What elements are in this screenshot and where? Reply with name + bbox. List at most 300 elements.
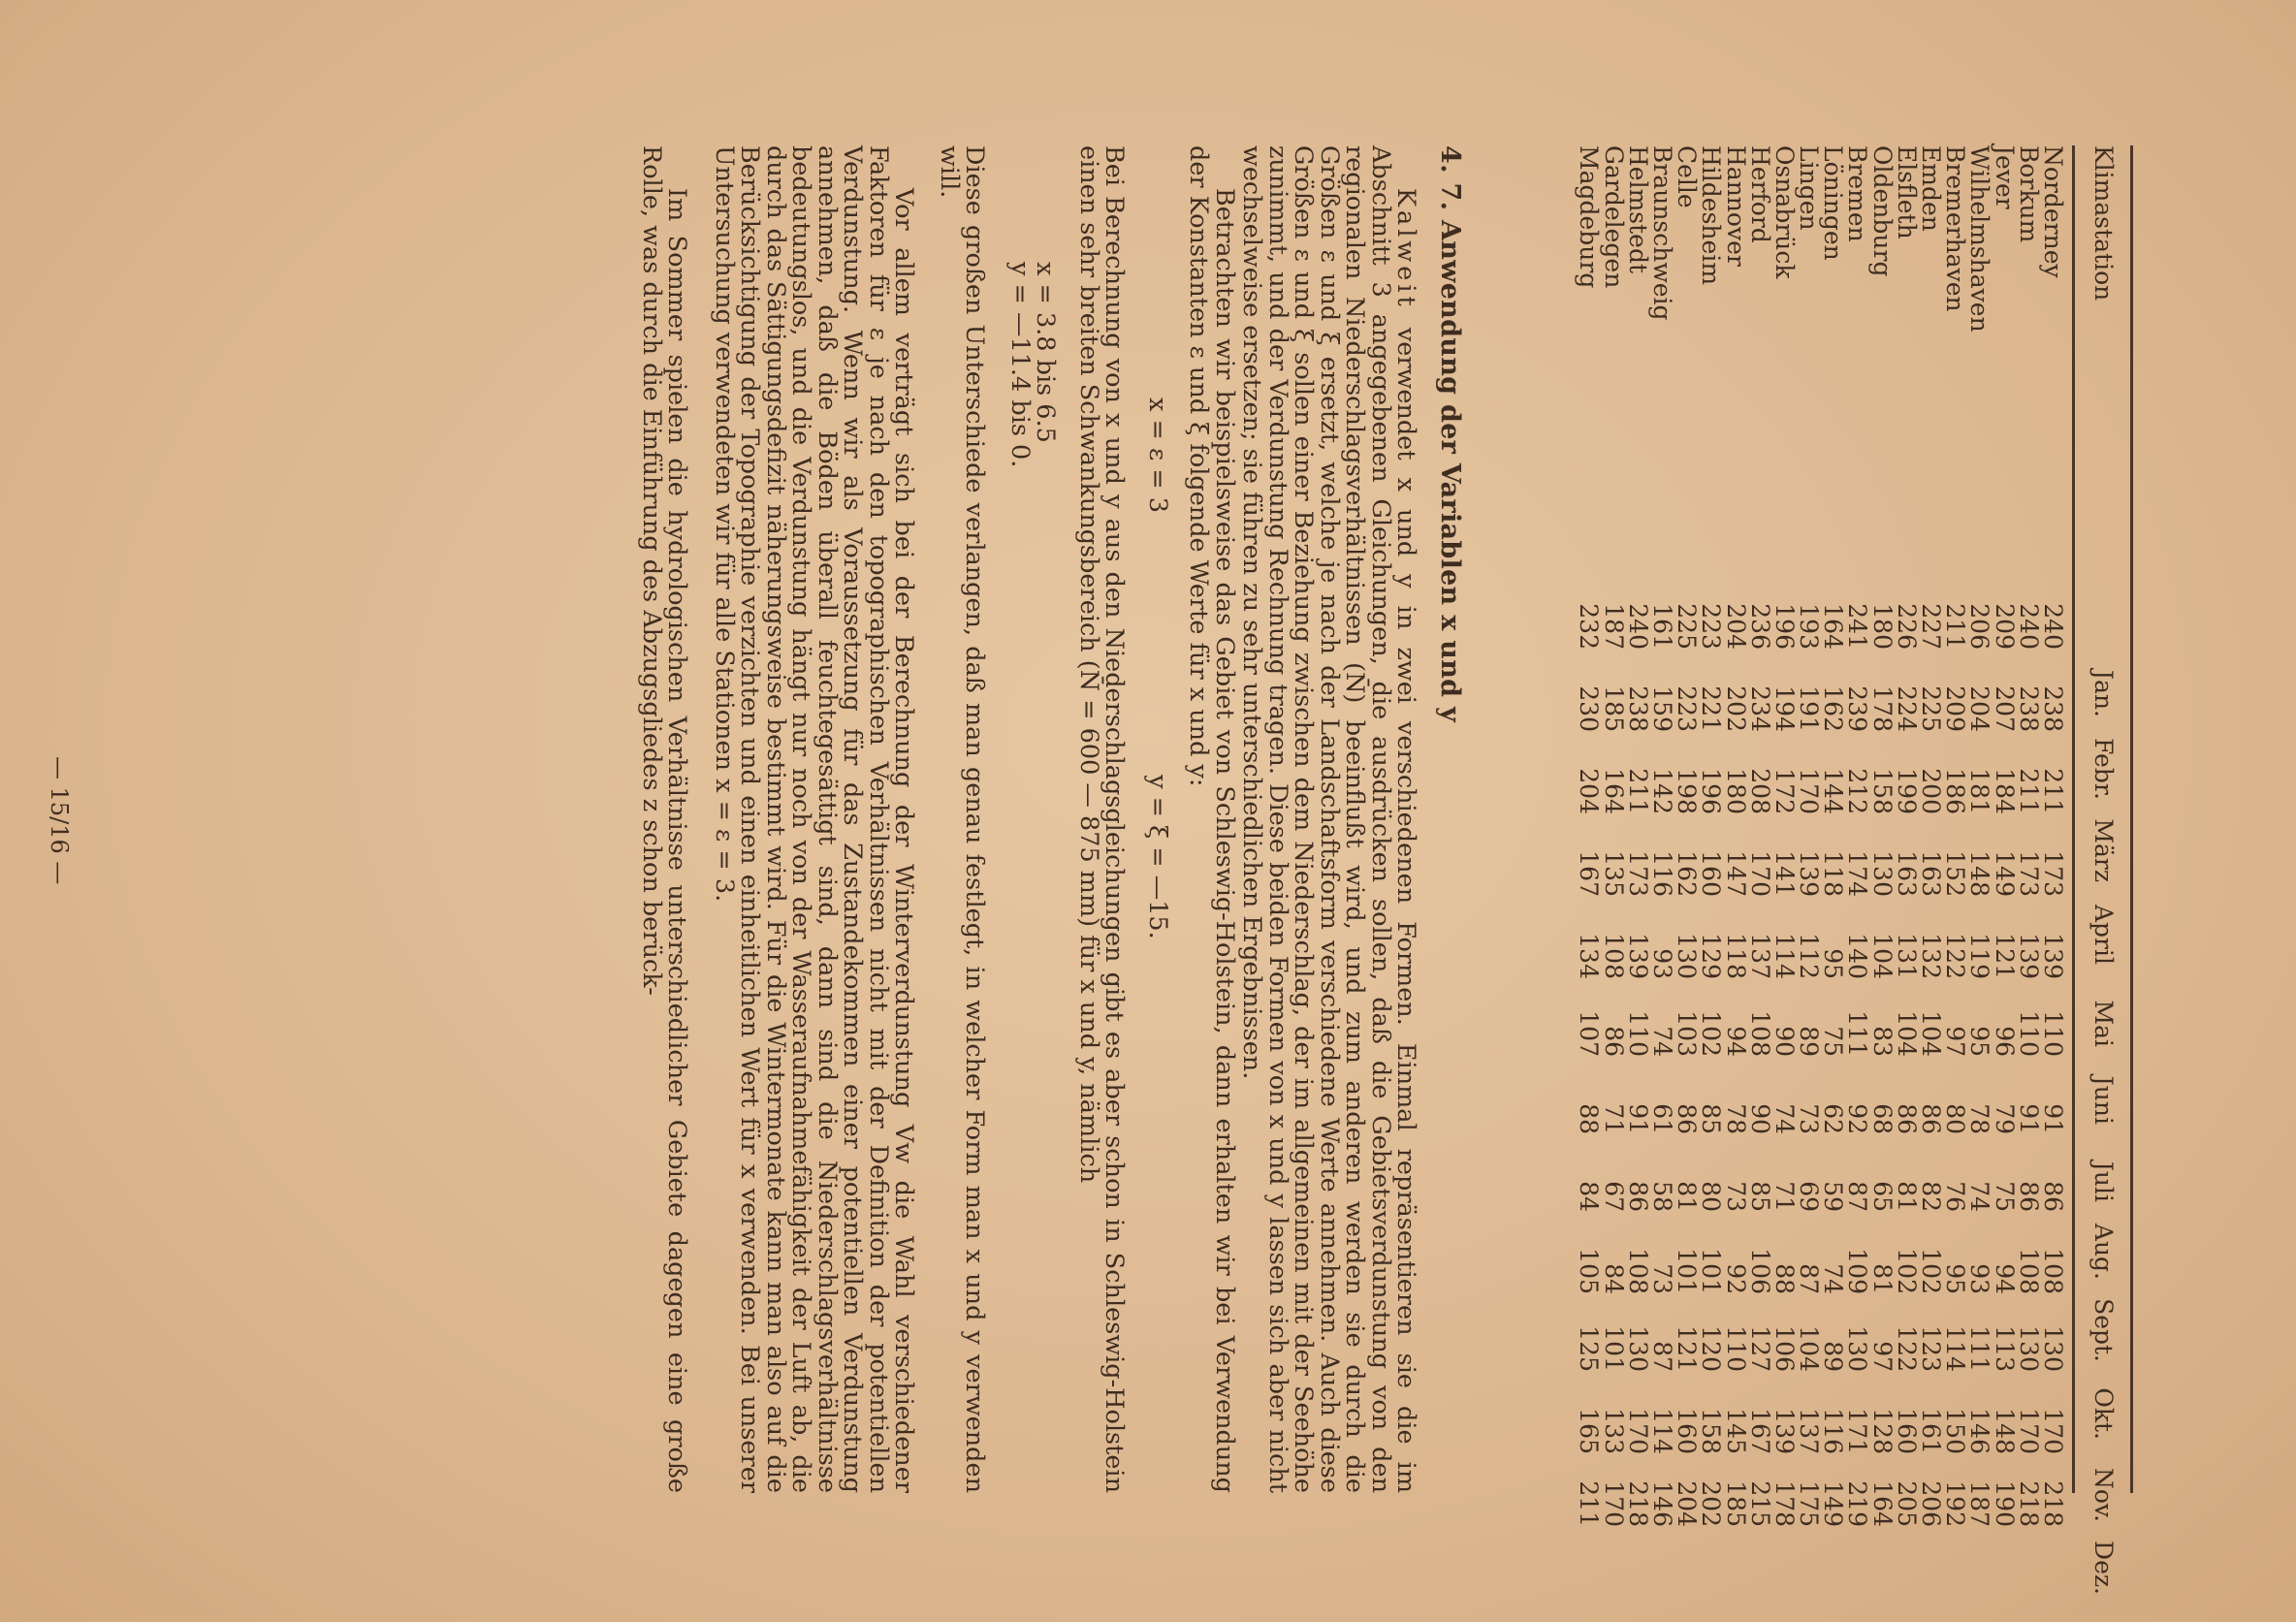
table-cell: 103 bbox=[1673, 1010, 1702, 1057]
table-cell: 171 bbox=[1843, 1408, 1872, 1454]
table-cell: 118 bbox=[1721, 933, 1750, 979]
table-cell: 78 bbox=[1721, 1103, 1750, 1134]
station-name: Wilhelmshaven bbox=[1965, 145, 1994, 333]
table-cell: 160 bbox=[1892, 1408, 1921, 1454]
table-cell: 90 bbox=[1770, 1026, 1799, 1057]
table-cell: 184 bbox=[1990, 768, 2019, 814]
table-cell: 224 bbox=[1892, 685, 1921, 732]
table-row bbox=[1795, 145, 1824, 1527]
table-cell: 132 bbox=[1917, 933, 1946, 979]
formula-2a: x = 3.8 bis 6.5 bbox=[1031, 262, 1061, 443]
table-cell: 74 bbox=[1965, 1181, 1994, 1212]
table-cell: 146 bbox=[1648, 1480, 1676, 1527]
table-cell: 202 bbox=[1721, 685, 1750, 732]
table-cell: 86 bbox=[1892, 1103, 1921, 1134]
table-cell: 204 bbox=[1673, 1480, 1702, 1527]
table-cell: 149 bbox=[1819, 1480, 1848, 1527]
table-cell: 139 bbox=[1795, 850, 1824, 897]
table-cell: 86 bbox=[1917, 1103, 1946, 1134]
table-cell: 193 bbox=[1795, 603, 1824, 650]
table-cell: 208 bbox=[1745, 768, 1774, 814]
table-cell: 170 bbox=[1599, 1480, 1628, 1527]
table-cell: 104 bbox=[1917, 1010, 1946, 1057]
table-cell: 198 bbox=[1673, 768, 1702, 814]
table-cell: 240 bbox=[1623, 603, 1652, 650]
table-cell: 93 bbox=[1965, 1263, 1994, 1294]
table-cell: 211 bbox=[1941, 603, 1970, 650]
header-month: Okt. bbox=[2089, 1387, 2118, 1440]
table-cell: 108 bbox=[1599, 933, 1628, 979]
table-cell: 81 bbox=[1892, 1181, 1921, 1212]
formula-1a: x = ε = 3 bbox=[1143, 398, 1172, 513]
table-cell: 139 bbox=[1623, 933, 1652, 979]
table-cell: 200 bbox=[1917, 768, 1946, 814]
table-cell: 108 bbox=[1623, 1248, 1652, 1294]
table-cell: 187 bbox=[1965, 1480, 1994, 1527]
table-cell: 101 bbox=[1599, 1325, 1628, 1372]
table-cell: 225 bbox=[1673, 603, 1702, 650]
table-cell: 204 bbox=[1575, 768, 1604, 814]
table-cell: 158 bbox=[1697, 1408, 1726, 1454]
table-cell: 68 bbox=[1867, 1103, 1897, 1134]
table-cell: 125 bbox=[1575, 1325, 1604, 1372]
table-cell: 122 bbox=[1892, 1325, 1921, 1372]
table-row bbox=[1770, 145, 1799, 1527]
table-cell: 162 bbox=[1673, 850, 1702, 897]
table-cell: 133 bbox=[1599, 1408, 1628, 1454]
station-name: Bremen bbox=[1843, 145, 1872, 242]
table-cell: 139 bbox=[1770, 1408, 1799, 1454]
table-cell: 94 bbox=[1990, 1263, 2019, 1294]
station-name: Gardelegen bbox=[1599, 145, 1628, 289]
station-name: Lingen bbox=[1795, 145, 1824, 231]
table-cell: 104 bbox=[1867, 933, 1897, 979]
table-top-rule bbox=[2130, 145, 2133, 1493]
table-cell: 218 bbox=[2039, 1480, 2067, 1527]
table-cell: 206 bbox=[1917, 1480, 1946, 1527]
table-cell: 144 bbox=[1819, 768, 1848, 814]
table-cell: 240 bbox=[2039, 603, 2067, 650]
table-cell: 185 bbox=[1599, 685, 1628, 732]
table-cell: 167 bbox=[1745, 1408, 1774, 1454]
table-cell: 170 bbox=[2039, 1408, 2067, 1454]
paragraph-4: Diese großen Unterschiede verlangen, daß man genau festlegt, in welcher Form man x und y verwenden will. bbox=[935, 145, 990, 1493]
paragraph-1-text: verwendet x und y in zwei verschiedenen Formen. Einmal repräsentieren sie die im Abschnitt 3 angegebenen Gleichungen, die ausdrücken sollen, daß die Gebietsverdunstung von den regionalen Niederschlagsverhältnissen (N̄) beeinflußt wird, und zum anderen werden sie durch die Größen ε und ξ ersetzt, welche je nach der Landschaftsform verschiedene Werte annehmen. Auch diese Größen ε und ξ sollen einer Beziehung zwischen dem Niederschlag, der im allgemeinen mit der Seehöhe zunimmt, und der Verdunstung Rechnung tragen. Diese beiden Formen von x und y lassen sich aber nicht wechselweise ersetzen; sie führen zu sehr unterschiedlichen Ergebnissen. bbox=[1237, 145, 1421, 1494]
table-cell: 86 bbox=[2014, 1181, 2043, 1212]
table-cell: 83 bbox=[1867, 1026, 1897, 1057]
table-cell: 218 bbox=[2014, 1480, 2043, 1527]
table-row bbox=[1990, 145, 2019, 1527]
table-cell: 96 bbox=[1990, 1026, 2019, 1057]
table-cell: 196 bbox=[1697, 768, 1726, 814]
table-cell: 206 bbox=[1965, 603, 1994, 650]
table-cell: 82 bbox=[1917, 1181, 1946, 1212]
station-name: Borkum bbox=[2014, 145, 2043, 243]
table-row bbox=[1892, 145, 1921, 1527]
table-cell: 223 bbox=[1697, 603, 1726, 650]
table-cell: 102 bbox=[1892, 1248, 1921, 1294]
table-cell: 84 bbox=[1575, 1181, 1604, 1212]
station-name: Oldenburg bbox=[1867, 145, 1897, 277]
table-cell: 130 bbox=[1867, 850, 1897, 897]
header-month: Jan. bbox=[2089, 670, 2118, 717]
table-cell: 95 bbox=[1965, 1026, 1994, 1057]
table-row bbox=[1843, 145, 1872, 1527]
table-cell: 71 bbox=[1770, 1181, 1799, 1212]
table-cell: 81 bbox=[1673, 1181, 1702, 1212]
table-cell: 116 bbox=[1648, 850, 1676, 897]
table-cell: 86 bbox=[2039, 1181, 2067, 1212]
table-cell: 175 bbox=[1795, 1480, 1824, 1527]
table-cell: 240 bbox=[2014, 603, 2043, 650]
table-cell: 232 bbox=[1575, 603, 1604, 650]
header-month: Febr. bbox=[2089, 738, 2118, 800]
table-cell: 178 bbox=[1770, 1480, 1799, 1527]
table-cell: 94 bbox=[1721, 1026, 1750, 1057]
table-cell: 174 bbox=[1843, 850, 1872, 897]
table-cell: 173 bbox=[2039, 850, 2067, 897]
table-cell: 209 bbox=[1941, 685, 1970, 732]
header-month: Juni bbox=[2089, 1075, 2118, 1125]
station-name: Norderney bbox=[2039, 145, 2067, 278]
table-cell: 81 bbox=[1867, 1263, 1897, 1294]
table-cell: 87 bbox=[1795, 1263, 1824, 1294]
table-cell: 140 bbox=[1843, 933, 1872, 979]
table-cell: 80 bbox=[1941, 1103, 1970, 1134]
table-cell: 73 bbox=[1721, 1181, 1750, 1212]
table-cell: 92 bbox=[1721, 1263, 1750, 1294]
table-row bbox=[2039, 145, 2067, 1527]
station-name: Bremerhaven bbox=[1941, 145, 1970, 312]
table-cell: 150 bbox=[1941, 1408, 1970, 1454]
table-cell: 86 bbox=[1673, 1103, 1702, 1134]
table-cell: 87 bbox=[1843, 1181, 1872, 1212]
table-cell: 88 bbox=[1770, 1263, 1799, 1294]
station-name: Osnabrück bbox=[1770, 145, 1799, 279]
table-cell: 152 bbox=[1941, 850, 1970, 897]
table-cell: 92 bbox=[1843, 1103, 1872, 1134]
table-cell: 73 bbox=[1795, 1103, 1824, 1134]
table-cell: 162 bbox=[1819, 685, 1848, 732]
table-cell: 192 bbox=[1941, 1480, 1970, 1527]
table-cell: 205 bbox=[1892, 1480, 1921, 1527]
table-cell: 137 bbox=[1795, 1408, 1824, 1454]
table-cell: 106 bbox=[1745, 1248, 1774, 1294]
table-cell: 221 bbox=[1697, 685, 1726, 732]
author-name: Kalweit bbox=[1391, 188, 1421, 310]
table-cell: 58 bbox=[1648, 1181, 1676, 1212]
table-row bbox=[1721, 145, 1750, 1527]
table-cell: 127 bbox=[1745, 1325, 1774, 1372]
table-cell: 86 bbox=[1623, 1181, 1652, 1212]
table-cell: 148 bbox=[1965, 850, 1994, 897]
table-cell: 180 bbox=[1867, 603, 1897, 650]
table-cell: 163 bbox=[1892, 850, 1921, 897]
table-cell: 67 bbox=[1599, 1181, 1628, 1212]
table-cell: 120 bbox=[1697, 1325, 1726, 1372]
table-cell: 91 bbox=[1623, 1103, 1652, 1134]
table-cell: 93 bbox=[1648, 948, 1676, 979]
table-cell: 236 bbox=[1745, 603, 1774, 650]
table-cell: 238 bbox=[1623, 685, 1652, 732]
climate-table bbox=[1575, 145, 2067, 1527]
table-row bbox=[1867, 145, 1897, 1527]
table-cell: 158 bbox=[1867, 768, 1897, 814]
table-cell: 80 bbox=[1697, 1181, 1726, 1212]
table-cell: 223 bbox=[1673, 685, 1702, 732]
table-cell: 128 bbox=[1867, 1408, 1897, 1454]
table-cell: 110 bbox=[1623, 1010, 1652, 1057]
table-cell: 148 bbox=[1990, 1408, 2019, 1454]
table-cell: 172 bbox=[1770, 768, 1799, 814]
table-cell: 141 bbox=[1770, 850, 1799, 897]
table-cell: 135 bbox=[1599, 850, 1628, 897]
table-cell: 105 bbox=[1575, 1248, 1604, 1294]
table-cell: 139 bbox=[2039, 933, 2067, 979]
table-cell: 180 bbox=[1721, 768, 1750, 814]
station-name: Löningen bbox=[1819, 145, 1848, 261]
table-cell: 112 bbox=[1795, 933, 1824, 979]
table-header bbox=[2079, 145, 2123, 1595]
table-cell: 74 bbox=[1648, 1026, 1676, 1057]
table-header-rule bbox=[2072, 145, 2075, 1493]
table-cell: 107 bbox=[1575, 1010, 1604, 1057]
section-heading: 4. 7. Anwendung der Variablen x und y bbox=[1435, 145, 1465, 723]
station-name: Elsfleth bbox=[1892, 145, 1921, 239]
table-cell: 122 bbox=[1941, 933, 1970, 979]
table-cell: 185 bbox=[1721, 1480, 1750, 1527]
table-cell: 69 bbox=[1795, 1181, 1824, 1212]
table-cell: 241 bbox=[1843, 603, 1872, 650]
table-cell: 104 bbox=[1892, 1010, 1921, 1057]
header-month: Sept. bbox=[2089, 1298, 2118, 1362]
table-cell: 104 bbox=[1795, 1325, 1824, 1372]
table-cell: 149 bbox=[1990, 850, 2019, 897]
table-cell: 186 bbox=[1941, 768, 1970, 814]
table-cell: 79 bbox=[1990, 1103, 2019, 1134]
table-cell: 139 bbox=[2014, 933, 2043, 979]
table-cell: 89 bbox=[1795, 1026, 1824, 1057]
table-row bbox=[1648, 145, 1676, 1527]
table-cell: 137 bbox=[1745, 933, 1774, 979]
table-cell: 95 bbox=[1819, 948, 1848, 979]
table-cell: 111 bbox=[1965, 1325, 1994, 1372]
table-cell: 161 bbox=[1917, 1408, 1946, 1454]
table-cell: 65 bbox=[1867, 1181, 1897, 1212]
table-cell: 211 bbox=[2039, 768, 2067, 814]
table-cell: 160 bbox=[1697, 850, 1726, 897]
table-cell: 181 bbox=[1965, 768, 1994, 814]
table-cell: 178 bbox=[1867, 685, 1897, 732]
table-cell: 167 bbox=[1575, 850, 1604, 897]
formula-1b: y = ξ = —15. bbox=[1143, 775, 1172, 939]
table-cell: 226 bbox=[1892, 603, 1921, 650]
table-cell: 187 bbox=[1599, 603, 1628, 650]
table-cell: 239 bbox=[1843, 685, 1872, 732]
station-name: Herford bbox=[1745, 145, 1774, 243]
table-cell: 164 bbox=[1599, 768, 1628, 814]
table-cell: 170 bbox=[1623, 1408, 1652, 1454]
station-name: Magdeburg bbox=[1575, 145, 1604, 289]
table-cell: 159 bbox=[1648, 685, 1676, 732]
table-cell: 202 bbox=[1697, 1480, 1726, 1527]
table-cell: 113 bbox=[1990, 1325, 2019, 1372]
table-cell: 164 bbox=[1867, 1480, 1897, 1527]
formula-1 bbox=[1145, 145, 1171, 1493]
table-cell: 106 bbox=[1770, 1325, 1799, 1372]
table-cell: 160 bbox=[1673, 1408, 1702, 1454]
table-cell: 173 bbox=[2014, 850, 2043, 897]
table-cell: 211 bbox=[2014, 768, 2043, 814]
table-row bbox=[1623, 145, 1652, 1527]
table-cell: 190 bbox=[1990, 1480, 2019, 1527]
table-cell: 130 bbox=[1623, 1325, 1652, 1372]
table-cell: 90 bbox=[1745, 1103, 1774, 1134]
table-cell: 73 bbox=[1648, 1263, 1676, 1294]
header-month: Mai bbox=[2089, 1000, 2118, 1047]
table-cell: 110 bbox=[1721, 1325, 1750, 1372]
table-cell: 194 bbox=[1770, 685, 1799, 732]
table-cell: 108 bbox=[2014, 1248, 2043, 1294]
table-cell: 109 bbox=[1843, 1248, 1872, 1294]
table-row bbox=[1745, 145, 1774, 1527]
page-number: — 15/16 — bbox=[46, 756, 73, 885]
table-cell: 91 bbox=[2039, 1103, 2067, 1134]
table-cell: 86 bbox=[1599, 1026, 1628, 1057]
table-cell: 191 bbox=[1795, 685, 1824, 732]
station-name: Emden bbox=[1917, 145, 1946, 232]
station-name: Jever bbox=[1990, 145, 2019, 209]
table-cell: 238 bbox=[2014, 685, 2043, 732]
station-name: Helmstedt bbox=[1623, 145, 1652, 274]
table-cell: 211 bbox=[1575, 1480, 1604, 1527]
table-row bbox=[1697, 145, 1726, 1527]
header-month: Nov. bbox=[2089, 1467, 2118, 1522]
header-month: Aug. bbox=[2089, 1223, 2118, 1280]
table-cell: 146 bbox=[1965, 1408, 1994, 1454]
table-cell: 110 bbox=[2014, 1010, 2043, 1057]
table-row bbox=[1599, 145, 1628, 1527]
table-cell: 74 bbox=[1819, 1263, 1848, 1294]
table-cell: 170 bbox=[1745, 850, 1774, 897]
table-cell: 225 bbox=[1917, 685, 1946, 732]
table-cell: 211 bbox=[1623, 768, 1652, 814]
table-cell: 62 bbox=[1819, 1103, 1848, 1134]
table-cell: 215 bbox=[1745, 1480, 1774, 1527]
paragraph-2: Betrachten wir beispielsweise das Gebiet von Schleswig-Holstein, dann erhalten wir bei Verwendung der Konstanten ε und ξ folgende Werte für x und y: bbox=[1184, 145, 1239, 1493]
table-cell: 164 bbox=[1819, 603, 1848, 650]
table-cell: 78 bbox=[1965, 1103, 1994, 1134]
table-cell: 130 bbox=[1843, 1325, 1872, 1372]
table-cell: 161 bbox=[1648, 603, 1676, 650]
table-cell: 87 bbox=[1648, 1341, 1676, 1372]
table-cell: 102 bbox=[1917, 1248, 1946, 1294]
paragraph-3: Bei Berechnung von x und y aus den Niederschlagsgleichungen gibt es aber schon in Schleswig-Holstein einen sehr breiten Schwankungsbereich (N̄ = 600 — 875 mm) für x und y, nämlich bbox=[1074, 145, 1130, 1493]
table-cell: 230 bbox=[1575, 685, 1604, 732]
table-cell: 199 bbox=[1892, 768, 1921, 814]
table-cell: 59 bbox=[1819, 1181, 1848, 1212]
table-cell: 110 bbox=[2039, 1010, 2067, 1057]
table-cell: 121 bbox=[1673, 1325, 1702, 1372]
table-cell: 207 bbox=[1990, 685, 2019, 732]
station-name: Hildesheim bbox=[1697, 145, 1726, 286]
table-cell: 131 bbox=[1892, 933, 1921, 979]
table-cell: 85 bbox=[1697, 1103, 1726, 1134]
table-row bbox=[2014, 145, 2043, 1527]
table-cell: 218 bbox=[1623, 1480, 1652, 1527]
header-station: Klimastation bbox=[2089, 145, 2118, 302]
table-cell: 114 bbox=[1941, 1325, 1970, 1372]
table-cell: 95 bbox=[1941, 1263, 1970, 1294]
table-row bbox=[1965, 145, 1994, 1527]
paragraph-6: Im Sommer spielen die hydrologischen Verhältnisse unterschiedlicher Gebiete dagegen eine große Rolle, was durch die Einführung des Abzugsgliedes z schon berück- bbox=[637, 145, 692, 1493]
section-text bbox=[639, 145, 1463, 1493]
paragraph-1 bbox=[1239, 145, 1419, 1493]
table-cell: 134 bbox=[1575, 933, 1604, 979]
table-cell: 204 bbox=[1721, 603, 1750, 650]
header-month: Juli bbox=[2089, 1161, 2118, 1202]
table-row bbox=[1819, 145, 1848, 1527]
station-name: Hannover bbox=[1721, 145, 1750, 267]
header-month: Dez. bbox=[2089, 1541, 2118, 1595]
table-cell: 84 bbox=[1599, 1263, 1628, 1294]
table-cell: 114 bbox=[1648, 1408, 1676, 1454]
table-cell: 129 bbox=[1697, 933, 1726, 979]
table-cell: 111 bbox=[1843, 1010, 1872, 1057]
table-row bbox=[1575, 145, 1604, 1527]
table-cell: 91 bbox=[2014, 1103, 2043, 1134]
table-cell: 130 bbox=[2014, 1325, 2043, 1372]
table-cell: 101 bbox=[1697, 1248, 1726, 1294]
table-cell: 114 bbox=[1770, 933, 1799, 979]
table-cell: 196 bbox=[1770, 603, 1799, 650]
table-cell: 173 bbox=[1623, 850, 1652, 897]
table-cell: 209 bbox=[1990, 603, 2019, 650]
header-month: März bbox=[2089, 818, 2118, 882]
paragraph-5: Vor allem verträgt sich bei der Berechnung der Winterverdunstung Vw die Wahl verschiedener Faktoren für ε je nach den topographischen Verhältnissen nicht mit der Definition der potentiellen Verdunstung. Wenn wir als Voraussetzung für das Zustandekommen einer potentiellen Verdunstung annehmen, daß die Böden überall feuchtegesättigt sind, dann sind die Niederschlagsverhältnisse bedeutungslos, und die Verdunstung hängt nur noch von der Wasseraufnahmefähigkeit der Luft ab, die durch das Sättigungsdefizit näherungsweise bestimmt wird. Für die Wintermonate kann man also auf die Berücksichtigung der Topographie verzichten und einen einheitlichen Wert für x verwenden. Bei unserer Untersuchung verwendeten wir für alle Stationen x = ε = 3. bbox=[710, 145, 919, 1493]
table-cell: 234 bbox=[1745, 685, 1774, 732]
table-cell: 71 bbox=[1599, 1103, 1628, 1134]
table-cell: 85 bbox=[1745, 1181, 1774, 1212]
table-cell: 74 bbox=[1770, 1103, 1799, 1134]
table-cell: 142 bbox=[1648, 768, 1676, 814]
header-month: April bbox=[2089, 905, 2118, 965]
table-cell: 119 bbox=[1965, 933, 1994, 979]
table-cell: 121 bbox=[1990, 933, 2019, 979]
table-cell: 204 bbox=[1965, 685, 1994, 732]
formula-2b: y = —11.4 bis 0. bbox=[1005, 262, 1035, 468]
station-name: Braunschweig bbox=[1648, 145, 1676, 321]
table-cell: 130 bbox=[1673, 933, 1702, 979]
table-cell: 76 bbox=[1941, 1181, 1970, 1212]
table-cell: 101 bbox=[1673, 1248, 1702, 1294]
table-cell: 108 bbox=[1745, 1010, 1774, 1057]
table-cell: 145 bbox=[1721, 1408, 1750, 1454]
table-cell: 75 bbox=[1990, 1181, 2019, 1212]
table-row bbox=[1673, 145, 1702, 1527]
table-cell: 61 bbox=[1648, 1103, 1676, 1134]
table-row bbox=[1917, 145, 1946, 1527]
table-cell: 219 bbox=[1843, 1480, 1872, 1527]
table-cell: 238 bbox=[2039, 685, 2067, 732]
table-cell: 118 bbox=[1819, 850, 1848, 897]
table-cell: 165 bbox=[1575, 1408, 1604, 1454]
table-cell: 212 bbox=[1843, 768, 1872, 814]
station-name: Celle bbox=[1673, 145, 1702, 208]
table-cell: 147 bbox=[1721, 850, 1750, 897]
table-cell: 170 bbox=[1795, 768, 1824, 814]
table-cell: 123 bbox=[1917, 1325, 1946, 1372]
